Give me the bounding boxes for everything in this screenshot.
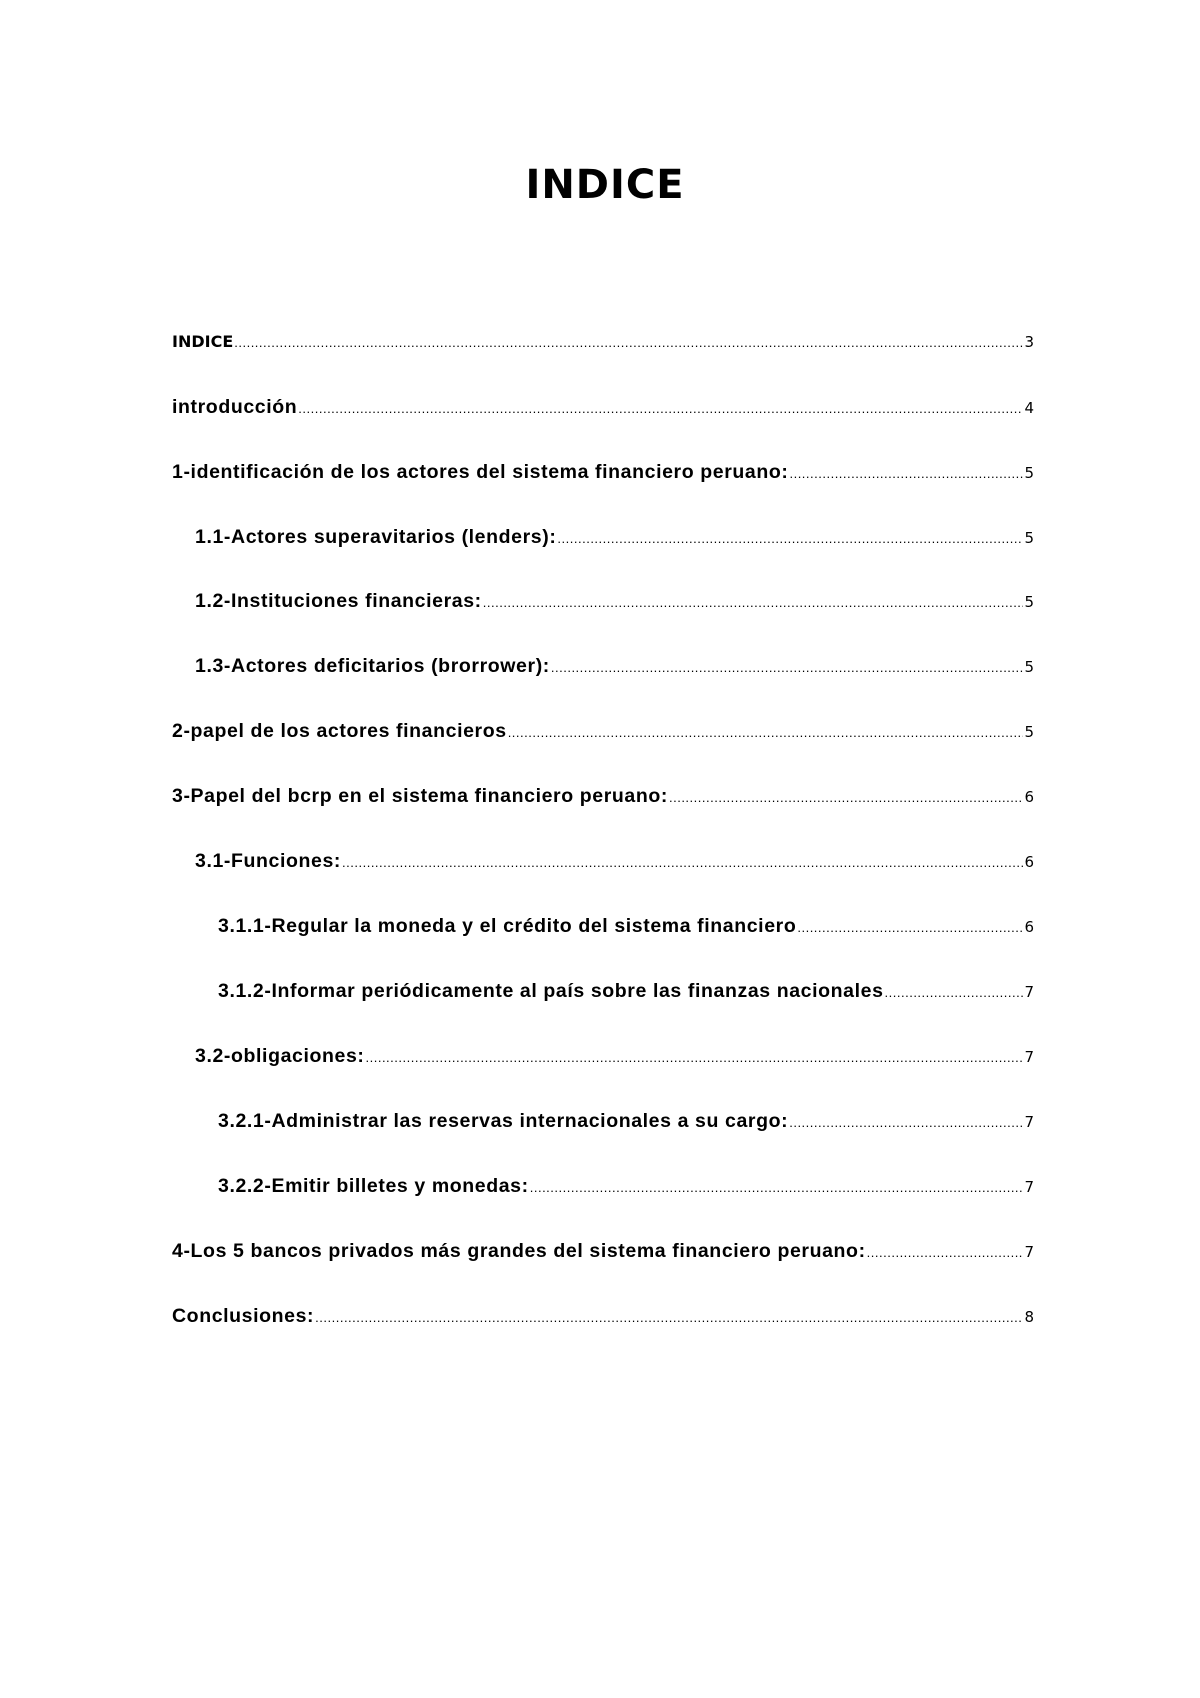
- toc-dot-leader: [342, 855, 1023, 870]
- toc-page-number: 5: [1024, 464, 1034, 482]
- toc-dot-leader: [366, 1050, 1024, 1065]
- toc-entry-number: 3.1-: [195, 850, 232, 872]
- toc-entry-section-3-2[interactable]: [195, 1045, 1034, 1071]
- toc-page-number: 6: [1024, 918, 1034, 936]
- toc-entry-label: Actores superavitarios (lenders):: [231, 526, 557, 548]
- toc-entry-number: 1.2-: [195, 590, 232, 612]
- toc-entry-section-3-1-1[interactable]: [218, 915, 1034, 941]
- toc-entry-label: Los 5 bancos privados más grandes del sistema financiero peruano:: [190, 1240, 866, 1262]
- toc-dot-leader: [669, 790, 1023, 805]
- toc-dot-leader: [508, 725, 1024, 740]
- toc-entry-label: introducción: [172, 396, 298, 418]
- toc-entry-section-2[interactable]: [172, 720, 1034, 746]
- toc-page-number: 6: [1024, 853, 1034, 871]
- toc-dot-leader: [797, 920, 1023, 935]
- toc-entry-number: 3.1.2-: [218, 980, 272, 1002]
- toc-page-number: 5: [1024, 529, 1034, 547]
- toc-page-number: 7: [1024, 1243, 1034, 1261]
- toc-entry-label: Papel del bcrp en el sistema financiero peruano:: [190, 785, 668, 807]
- toc-entry-label: Instituciones financieras:: [231, 590, 482, 612]
- toc-dot-leader: [298, 401, 1023, 416]
- toc-entry-section-3-1[interactable]: [195, 850, 1034, 876]
- toc-page-number: 3: [1024, 333, 1034, 351]
- toc-dot-leader: [530, 1180, 1024, 1195]
- toc-entry-section-4[interactable]: [172, 1240, 1034, 1266]
- toc-dot-leader: [885, 985, 1024, 1000]
- toc-entry-section-3-2-2[interactable]: [218, 1175, 1034, 1201]
- toc-page-number: 8: [1024, 1308, 1034, 1326]
- toc-entry-number: 3-: [172, 785, 191, 807]
- toc-entry-label: INDICE: [172, 332, 234, 351]
- toc-entry-label: Regular la moneda y el crédito del sistema financiero: [271, 915, 797, 937]
- toc-page-number: 7: [1024, 1113, 1034, 1131]
- toc-entry-label: identificación de los actores del sistema financiero peruano:: [190, 461, 789, 483]
- toc-entry-section-3-2-1[interactable]: [218, 1110, 1034, 1136]
- toc-dot-leader: [483, 595, 1024, 610]
- toc-entry-number: 3.2-: [195, 1045, 232, 1067]
- toc-entry-number: 1.3-: [195, 655, 232, 677]
- toc-dot-leader: [551, 660, 1024, 675]
- toc-page-number: 7: [1024, 983, 1034, 1001]
- toc-entry-label: obligaciones:: [231, 1045, 365, 1067]
- toc-dot-leader: [789, 466, 1023, 481]
- toc-entry-label: Emitir billetes y monedas:: [271, 1175, 529, 1197]
- toc-page-number: 5: [1024, 723, 1034, 741]
- toc-page-number: 7: [1024, 1048, 1034, 1066]
- toc-entry-number: 2-: [172, 720, 191, 742]
- toc-entry-number: 3.1.1-: [218, 915, 272, 937]
- toc-entry-number: 1.1-: [195, 526, 232, 548]
- toc-entry-section-3-1-2[interactable]: [218, 980, 1034, 1006]
- toc-page-number: 6: [1024, 788, 1034, 806]
- toc-entry-section-1-1[interactable]: [195, 526, 1034, 552]
- toc-page-number: 5: [1024, 593, 1034, 611]
- toc-page-number: 7: [1024, 1178, 1034, 1196]
- toc-entry-number: 4-: [172, 1240, 191, 1262]
- toc-entry-label: Actores deficitarios (brorrower):: [231, 655, 550, 677]
- toc-entry-label: Administrar las reservas internacionales a su cargo:: [271, 1110, 789, 1132]
- toc-entry-introduccion[interactable]: [172, 396, 1034, 422]
- toc-dot-leader: [557, 531, 1023, 546]
- toc-entry-number: 3.2.1-: [218, 1110, 272, 1132]
- toc-entry-section-1[interactable]: [172, 461, 1034, 487]
- toc-dot-leader: [867, 1245, 1024, 1260]
- toc-entry-indice[interactable]: [172, 332, 1034, 358]
- toc-entry-number: 3.2.2-: [218, 1175, 272, 1197]
- toc-entry-section-1-3[interactable]: [195, 655, 1034, 681]
- toc-entry-label: Conclusiones:: [172, 1305, 315, 1327]
- toc-entry-number: 1-: [172, 461, 191, 483]
- toc-dot-leader: [234, 335, 1023, 350]
- toc-entry-section-3[interactable]: [172, 785, 1034, 811]
- toc-entry-label: Informar periódicamente al país sobre las finanzas nacionales: [271, 980, 884, 1002]
- page-title: INDICE: [525, 162, 685, 208]
- toc-entry-label: Funciones:: [231, 850, 342, 872]
- toc-page-number: 5: [1024, 658, 1034, 676]
- toc-entry-label: papel de los actores financieros: [190, 720, 507, 742]
- toc-entry-conclusiones[interactable]: [172, 1305, 1034, 1331]
- toc-entry-section-1-2[interactable]: [195, 590, 1034, 616]
- toc-page-number: 4: [1024, 399, 1034, 417]
- toc-dot-leader: [789, 1115, 1023, 1130]
- toc-dot-leader: [315, 1310, 1023, 1325]
